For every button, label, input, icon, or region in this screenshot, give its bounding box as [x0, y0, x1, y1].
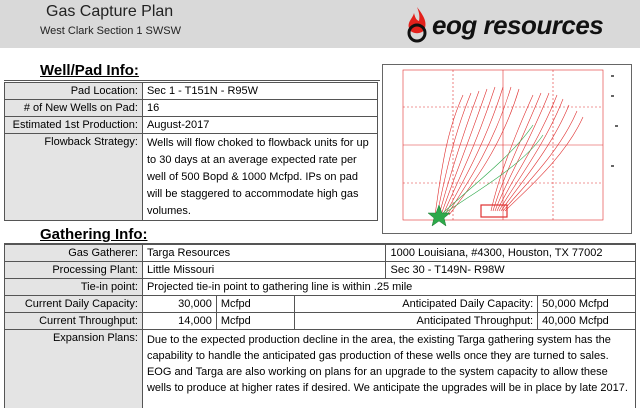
table-row — [5, 296, 636, 313]
table-row — [5, 117, 378, 134]
well-pad-star-icon — [428, 205, 450, 226]
plat-map — [382, 64, 632, 234]
section-divider — [4, 80, 380, 81]
current-throughput-value: 14,000 — [142, 313, 216, 330]
expansion-plans-value: Due to the expected production decline in the area, the existing Targa gathering system has the capability to handle the anticipated gas production of these wells once they are turned to sales. EOG and Targa are also working on plans for an upgrade to the system capacity to allow these wells to produce at higher rates if desired. We anticipate the upgrades will be in place by late 2017. — [142, 330, 635, 408]
pad-location-value: Sec 1 - T151N - R95W — [142, 83, 377, 100]
anticipated-capacity-value — [538, 296, 636, 313]
processing-plant-label: Processing Plant: — [5, 262, 143, 279]
table-row — [5, 330, 636, 408]
anticipated-capacity-number: 50,000 — [542, 298, 576, 310]
new-wells-value: 16 — [142, 100, 377, 117]
anticipated-capacity-unit: Mcfpd — [578, 298, 609, 310]
gas-gatherer-address: 1000 Louisiana, #4300, Houston, TX 77002 — [386, 245, 636, 262]
anticipated-throughput-value — [538, 313, 636, 330]
first-production-label: Estimated 1st Production: — [5, 117, 143, 134]
document-header — [0, 0, 640, 48]
current-capacity-unit: Mcfpd — [216, 296, 294, 313]
table-row — [5, 262, 636, 279]
anticipated-throughput-number: 40,000 — [542, 315, 576, 327]
page-subtitle: West Clark Section 1 SWSW — [40, 25, 181, 37]
logo-text: eog resources — [432, 10, 604, 40]
current-capacity-label: Current Daily Capacity: — [5, 296, 143, 313]
processing-plant-location: Sec 30 - T149N- R98W — [386, 262, 636, 279]
current-throughput-unit: Mcfpd — [216, 313, 294, 330]
table-row — [5, 83, 378, 100]
pad-location-label: Pad Location: — [5, 83, 143, 100]
gas-gatherer-value: Targa Resources — [142, 245, 386, 262]
eog-logo — [402, 4, 612, 44]
flame-logo-icon — [402, 4, 432, 44]
new-wells-label: # of New Wells on Pad: — [5, 100, 143, 117]
current-throughput-label: Current Throughput: — [5, 313, 143, 330]
anticipated-capacity-label: Anticipated Daily Capacity: — [294, 296, 537, 313]
plat-map-image — [383, 65, 631, 233]
table-row — [5, 279, 636, 296]
table-row — [5, 245, 636, 262]
table-row — [5, 313, 636, 330]
gathering-table — [4, 244, 636, 408]
first-production-value: August-2017 — [142, 117, 377, 134]
current-capacity-value: 30,000 — [142, 296, 216, 313]
gas-gatherer-label: Gas Gatherer: — [5, 245, 143, 262]
page-title: Gas Capture Plan — [46, 3, 174, 20]
anticipated-throughput-unit: Mcfpd — [578, 315, 609, 327]
gathering-section-title: Gathering Info: — [40, 226, 148, 243]
well-pad-section-title: Well/Pad Info: — [40, 62, 139, 79]
tie-in-label: Tie-in point: — [5, 279, 143, 296]
anticipated-throughput-label: Anticipated Throughput: — [294, 313, 537, 330]
well-pad-table — [4, 82, 378, 221]
tie-in-value: Projected tie-in point to gathering line is within .25 mile — [142, 279, 635, 296]
flowback-label: Flowback Strategy: — [5, 134, 143, 221]
table-row — [5, 100, 378, 117]
table-row — [5, 134, 378, 221]
processing-plant-value: Little Missouri — [142, 262, 386, 279]
expansion-plans-label: Expansion Plans: — [5, 330, 143, 408]
flowback-value: Wells will flow choked to flowback units for up to 30 days at an average expected rate per well of 500 Bopd & 1000 Mcfpd. IPs on pad will be staggered to accommodate high gas volumes. — [142, 134, 377, 221]
